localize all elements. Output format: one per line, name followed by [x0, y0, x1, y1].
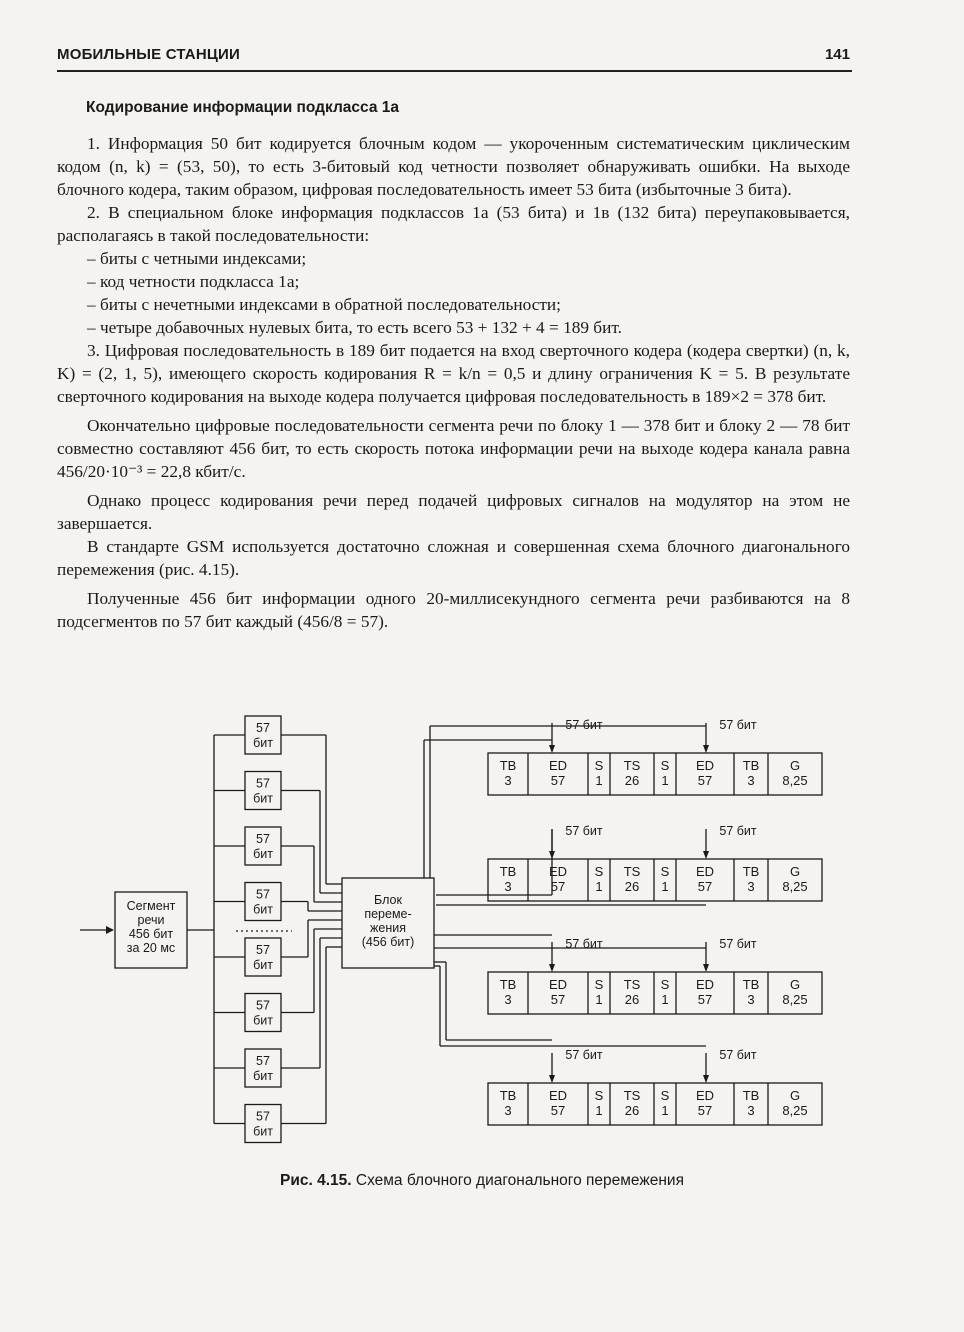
speech-segment-label: Сегмент — [126, 899, 176, 913]
burst-arrow-label: 57 бит — [565, 824, 603, 838]
subsegment-label: бит — [253, 847, 273, 861]
burst-arrow-head — [703, 964, 709, 972]
paragraph: 1. Информация 50 бит кодируется блочным кодом — укороченным систематическим циклическим кодом (n, k) = (53, 50), то есть 3-битовый код четности позволяет обнаруживать ошибки. На выходе блочного кодера, таким образом, цифровая последовательность имеет 53 бита (избыточные 3 бита). — [57, 134, 850, 199]
burst-arrow-head — [703, 745, 709, 753]
burst-arrow-label: 57 бит — [719, 718, 757, 732]
burst-field-value: 1 — [661, 992, 669, 1007]
burst-field-name: TB — [742, 758, 760, 773]
burst-field-value: 57 — [697, 879, 713, 894]
burst-arrow-label: 57 бит — [565, 937, 603, 951]
burst-field-name: ED — [548, 758, 568, 773]
burst-field-value: 1 — [661, 773, 669, 788]
burst-field-name: TB — [742, 864, 760, 879]
subsegment-label: 57 — [256, 832, 270, 846]
subsegment-label: 57 — [256, 998, 270, 1013]
burst-field-value: 57 — [550, 992, 566, 1007]
page-number: 141 — [824, 46, 850, 63]
burst-field-value: 26 — [624, 992, 640, 1007]
burst-arrow-label: 57 бит — [719, 1048, 757, 1062]
burst-field-value: 3 — [747, 1103, 755, 1118]
burst-field-name: ED — [548, 1088, 568, 1103]
section-title: МОБИЛЬНЫЕ СТАНЦИИ — [57, 46, 240, 63]
burst-field-value: 57 — [550, 1103, 566, 1118]
burst-arrow-head — [549, 1075, 555, 1083]
burst-field-value: 1 — [661, 879, 669, 894]
burst-arrow-label: 57 бит — [565, 1048, 603, 1062]
subheading: Кодирование информации подкласса 1а — [86, 99, 400, 116]
burst-field-name: S — [660, 864, 670, 879]
interleaver-label: переме- — [364, 907, 412, 921]
burst-field-value: 3 — [504, 879, 512, 894]
subsegment-label: 57 — [256, 1109, 270, 1124]
list-item: – биты с четными индексами; — [87, 249, 307, 268]
interleaver-label: Блок — [374, 893, 402, 907]
burst-field-value: 57 — [697, 1103, 713, 1118]
list-item: – четыре добавочных нулевых бита, то есть всего 53 + 132 + 4 = 189 бит. — [87, 318, 622, 337]
burst-frame — [488, 972, 822, 1014]
paragraph: 2. В специальном блоке информация подклассов 1а (53 бита) и 1в (132 бита) переупаковывается, располагаясь в такой последовательности: — [57, 203, 850, 245]
interleaver-label: жения — [370, 921, 406, 935]
burst-arrow-head — [549, 964, 555, 972]
burst-field-value: 3 — [504, 992, 512, 1007]
burst-field-value: 8,25 — [782, 1103, 808, 1118]
subsegment-label: бит — [253, 958, 273, 972]
burst-field-name: TS — [623, 977, 641, 992]
subsegment-label: бит — [253, 902, 273, 917]
burst-field-value: 3 — [504, 1103, 512, 1118]
burst-field-name: ED — [548, 864, 568, 879]
burst-field-value: 1 — [595, 879, 603, 894]
burst-field-value: 1 — [595, 992, 603, 1007]
burst-field-value: 57 — [697, 992, 713, 1007]
burst-field-name: ED — [695, 758, 715, 773]
input-arrow-head — [106, 926, 114, 934]
speech-segment-label: речи — [137, 913, 165, 927]
burst-field-name: S — [660, 758, 670, 773]
burst-arrow-head — [703, 1075, 709, 1083]
speech-segment-label: 456 бит — [128, 927, 174, 941]
burst-field-value: 8,25 — [782, 879, 808, 894]
subsegment-label: 57 — [256, 721, 270, 735]
burst-arrow-head — [549, 745, 555, 753]
burst-field-name: ED — [695, 977, 715, 992]
burst-field-name: ED — [695, 1088, 715, 1103]
subsegment-label: бит — [253, 1069, 273, 1083]
burst-frame — [488, 1083, 822, 1125]
burst-field-value: 3 — [504, 773, 512, 788]
burst-field-value: 1 — [661, 1103, 669, 1118]
subsegment-label: 57 — [256, 1054, 270, 1068]
burst-field-value: 3 — [747, 773, 755, 788]
burst-field-value: 57 — [697, 773, 713, 788]
burst-field-name: ED — [548, 977, 568, 992]
burst-field-name: G — [789, 864, 801, 879]
subsegment-label: 57 — [256, 943, 270, 957]
paragraph: Полученные 456 бит информации одного 20-миллисекундного сегмента речи разбиваются на 8 подсегментов по 57 бит каждый (456/8 = 57). — [57, 589, 850, 631]
burst-field-value: 26 — [624, 1103, 640, 1118]
burst-arrow-label: 57 бит — [719, 824, 757, 838]
paragraph: Однако процесс кодирования речи перед подачей цифровых сигналов на модулятор на этом не завершается. — [57, 491, 850, 533]
subsegment-label: бит — [253, 1013, 273, 1028]
burst-field-name: S — [594, 758, 604, 773]
burst-field-name: S — [594, 977, 604, 992]
speech-segment-label: за 20 мс — [126, 941, 176, 955]
burst-field-value: 8,25 — [782, 773, 808, 788]
burst-arrow-label: 57 бит — [719, 937, 757, 951]
interleaver-label: (456 бит) — [361, 935, 415, 949]
burst-field-value: 26 — [624, 773, 640, 788]
burst-field-name: TB — [499, 758, 517, 773]
burst-arrow-head — [703, 851, 709, 859]
figure-caption — [0, 1172, 964, 1190]
burst-field-name: TB — [742, 977, 760, 992]
burst-field-name: G — [789, 977, 801, 992]
paragraph: Окончательно цифровые последовательности сегмента речи по блоку 1 — 378 бит и блоку 2 — 78 бит совместно составляют 456 бит, то есть скорость потока информации речи на выходе кодера канала равна 456/20·10⁻³ = 22,8 кбит/с. — [57, 416, 850, 481]
list-item: – биты с нечетными индексами в обратной последовательности; — [87, 295, 561, 314]
subsegment-label: бит — [253, 791, 273, 806]
burst-field-name: G — [789, 1088, 801, 1103]
burst-frame — [488, 753, 822, 795]
burst-field-name: S — [660, 977, 670, 992]
figure-label: Рис. 4.15. — [280, 1172, 352, 1189]
burst-field-name: TS — [623, 758, 641, 773]
figure-caption-text: Схема блочного диагонального перемежения — [355, 1172, 684, 1189]
burst-field-name: S — [594, 864, 604, 879]
subsegment-label: 57 — [256, 776, 270, 791]
burst-field-value: 57 — [550, 773, 566, 788]
burst-field-value: 1 — [595, 1103, 603, 1118]
burst-field-value: 3 — [747, 879, 755, 894]
burst-field-value: 1 — [595, 773, 603, 788]
burst-field-name: TB — [499, 1088, 517, 1103]
burst-arrow-label: 57 бит — [565, 718, 603, 732]
burst-field-name: TS — [623, 1088, 641, 1103]
burst-field-name: S — [660, 1088, 670, 1103]
burst-field-value: 57 — [550, 879, 566, 894]
burst-field-name: TB — [499, 864, 517, 879]
burst-field-name: G — [789, 758, 801, 773]
subsegment-label: бит — [253, 1124, 273, 1139]
subsegment-label: бит — [253, 736, 273, 750]
burst-field-value: 3 — [747, 992, 755, 1007]
burst-field-name: TB — [499, 977, 517, 992]
list-item: – код четности подкласса 1а; — [87, 272, 300, 291]
burst-field-value: 8,25 — [782, 992, 808, 1007]
burst-field-name: TS — [623, 864, 641, 879]
burst-field-name: S — [594, 1088, 604, 1103]
burst-field-value: 26 — [624, 879, 640, 894]
paragraph: В стандарте GSM используется достаточно сложная и совершенная схема блочного диагонального перемежения (рис. 4.15). — [57, 537, 850, 579]
burst-field-name: ED — [695, 864, 715, 879]
paragraph: 3. Цифровая последовательность в 189 бит подается на вход сверточного кодера (кодера свертки) (n, k, K) = (2, 1, 5), имеющего скорость кодирования R = k/n = 0,5 и длину ограничения K = 5. В результате сверточного кодирования на выходе кодера получается цифровая последовательность в 189×2 = 378 бит. — [57, 341, 850, 406]
subsegment-label: 57 — [256, 887, 270, 902]
burst-field-name: TB — [742, 1088, 760, 1103]
